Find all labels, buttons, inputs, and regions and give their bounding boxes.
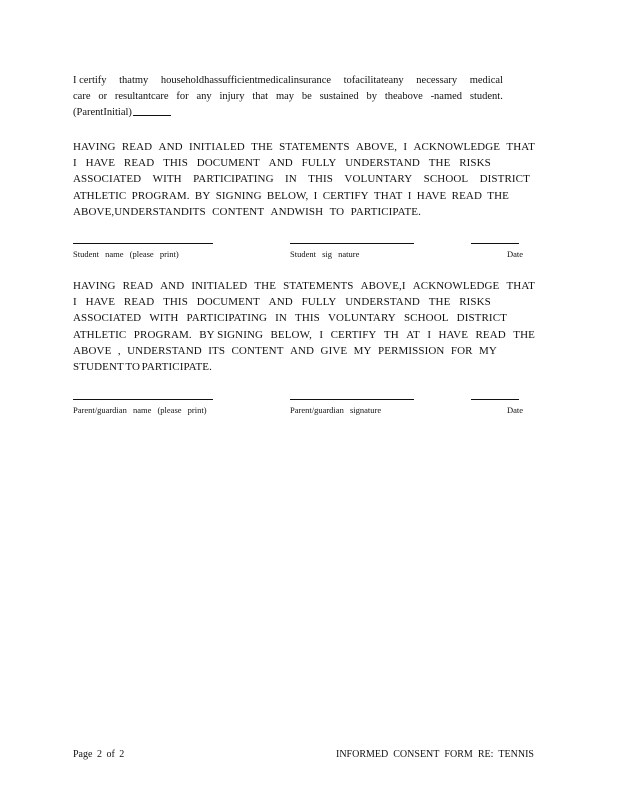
word: AT xyxy=(406,328,420,341)
word: BELOW, xyxy=(266,189,309,202)
word: PARTICIPATE. xyxy=(141,361,212,374)
certification-line-2 xyxy=(73,89,503,105)
word: THIS xyxy=(308,173,334,186)
word: READ xyxy=(123,157,155,170)
word: WITH xyxy=(152,173,182,186)
word: AND xyxy=(268,157,293,170)
word: STATEMENTS xyxy=(283,280,354,292)
word: I xyxy=(73,296,77,309)
word: VOLUNTARY xyxy=(328,312,396,325)
word: MY xyxy=(353,344,372,357)
word: CONTENT xyxy=(212,205,265,218)
word: THE xyxy=(254,280,277,292)
word: THE xyxy=(513,328,535,341)
word: PARTICIPATING xyxy=(186,312,268,325)
word: ANDWISH xyxy=(270,205,324,218)
word: FOR xyxy=(450,344,473,357)
word: AND xyxy=(268,296,293,309)
word: necessary xyxy=(416,75,458,86)
word: resultantcare xyxy=(114,91,169,102)
student-ack-line-4 xyxy=(73,188,509,204)
word: THAT xyxy=(506,280,535,292)
word: GIVE xyxy=(320,344,348,357)
footer-word: RE: xyxy=(477,749,494,760)
word: SCHOOL xyxy=(403,312,449,325)
word: injury xyxy=(219,91,245,102)
word: AND xyxy=(289,344,315,357)
word: THE xyxy=(487,189,509,202)
insurance-certification xyxy=(73,73,535,121)
word: or xyxy=(98,91,108,102)
word: PERMISSION xyxy=(378,344,445,357)
word: THE xyxy=(428,157,451,170)
student-ack-line-5 xyxy=(73,204,421,220)
word: RISKS xyxy=(459,296,491,309)
word: CERTIFY xyxy=(330,328,377,341)
word: ASSOCIATED xyxy=(73,173,142,186)
word: HAVE xyxy=(416,189,447,202)
word: ABOVE, xyxy=(355,141,398,153)
word: PROGRAM. xyxy=(133,328,192,341)
word: THAT xyxy=(506,141,535,153)
footer-word: TENNIS xyxy=(498,749,534,760)
certification-line-3 xyxy=(73,105,503,121)
word: I xyxy=(313,189,318,202)
word: HAVE xyxy=(438,328,469,341)
student-signature-label: Student sig nature xyxy=(290,249,360,259)
student-ack-line-1 xyxy=(73,139,535,155)
word: THIS xyxy=(295,312,320,325)
word: DISTRICT xyxy=(456,312,507,325)
word: BY xyxy=(194,189,211,202)
parent-initial-label: (ParentInitial) xyxy=(73,107,132,118)
word: ASSOCIATED xyxy=(73,312,142,325)
word: care xyxy=(73,91,91,102)
word: tofacilitateany xyxy=(343,75,404,86)
student-date-line[interactable] xyxy=(471,243,519,244)
word: CERTIFY xyxy=(322,189,369,202)
word: DOCUMENT xyxy=(196,157,260,170)
word: I xyxy=(73,157,77,170)
word: any xyxy=(196,91,212,102)
parent-ack-line-1 xyxy=(73,278,535,294)
parent-date-label: Date xyxy=(507,405,524,415)
word: THE xyxy=(251,141,273,153)
parent-ack-line-2 xyxy=(73,294,491,310)
word: I xyxy=(319,328,324,341)
student-acknowledgement xyxy=(73,139,535,220)
parent-ack-line-5 xyxy=(73,343,497,359)
parent-signature-label: Parent/guardian signature xyxy=(290,405,382,415)
word: ABOVE xyxy=(73,344,112,357)
word: , xyxy=(117,344,121,357)
footer-word: CONSENT xyxy=(393,749,440,760)
word: PARTICIPATING xyxy=(193,173,274,186)
word: ATHLETIC xyxy=(73,328,127,341)
word: BELOW, xyxy=(270,328,312,341)
parent-signature-row xyxy=(0,396,618,426)
student-signature-line[interactable] xyxy=(290,243,414,244)
student-name-label: Student name (please print) xyxy=(73,249,179,259)
word: I certify xyxy=(73,75,107,86)
word: may xyxy=(275,91,295,102)
word: READ xyxy=(122,280,154,292)
word: THAT xyxy=(373,189,403,202)
word: FULLY xyxy=(301,296,337,309)
word: CONTENT xyxy=(231,344,284,357)
word: IN xyxy=(275,312,287,325)
parent-name-label: Parent/guardian name (please print) xyxy=(73,405,207,415)
word: READ xyxy=(475,328,506,341)
word: ITS xyxy=(208,344,226,357)
word: MY xyxy=(479,344,497,357)
parent-signature-line[interactable] xyxy=(290,399,414,400)
word: FULLY xyxy=(301,157,337,170)
word: PARTICIPATE. xyxy=(350,205,421,218)
word: BY SIGNING xyxy=(199,328,264,341)
parent-ack-line-6 xyxy=(73,359,212,375)
word: ABOVE,UNDERSTANDITS xyxy=(73,205,206,218)
word: READ xyxy=(123,296,155,309)
footer-word: INFORMED xyxy=(336,749,389,760)
word: I xyxy=(403,141,408,153)
student-date-label: Date xyxy=(507,249,524,259)
word: theabove xyxy=(384,91,423,102)
parent-initial-field[interactable] xyxy=(133,105,171,116)
word: THE xyxy=(428,296,451,309)
student-signature-row xyxy=(0,240,618,270)
word: TO xyxy=(125,361,141,374)
word: HAVING xyxy=(73,280,116,292)
certification-line-1 xyxy=(73,73,503,89)
word: by xyxy=(366,91,377,102)
word: RISKS xyxy=(459,157,491,170)
word: DOCUMENT xyxy=(196,296,260,309)
word: ACKNOWLEDGE xyxy=(413,141,501,153)
footer-title xyxy=(336,749,534,760)
word: UNDERSTAND xyxy=(345,157,420,170)
word: -named xyxy=(430,91,463,102)
word: INITIALED xyxy=(188,141,245,153)
word: STUDENT xyxy=(73,361,124,374)
word: HAVING xyxy=(73,141,116,153)
word: STATEMENTS xyxy=(279,141,350,153)
word: TO xyxy=(329,205,345,218)
word: thatmy xyxy=(119,75,149,86)
parent-ack-line-3 xyxy=(73,310,507,326)
footer-word: FORM xyxy=(444,749,473,760)
word: sustained xyxy=(319,91,359,102)
word: HAVE xyxy=(85,296,116,309)
word: ABOVE,I xyxy=(360,280,406,292)
word: ATHLETIC xyxy=(73,189,127,202)
word: be xyxy=(301,91,312,102)
word: PROGRAM. xyxy=(131,189,190,202)
word: THIS xyxy=(163,296,188,309)
word: IN xyxy=(284,173,297,186)
word: SIGNING xyxy=(215,189,262,202)
word: I xyxy=(427,328,432,341)
word: householdhassufficientmedicalinsurance xyxy=(160,75,332,86)
word: TH xyxy=(383,328,399,341)
parent-name-line[interactable] xyxy=(73,399,213,400)
word: ACKNOWLEDGE xyxy=(412,280,500,292)
word: VOLUNTARY xyxy=(344,173,413,186)
student-ack-line-2 xyxy=(73,155,491,171)
word: HAVE xyxy=(85,157,116,170)
parent-date-line[interactable] xyxy=(471,399,519,400)
student-name-line[interactable] xyxy=(73,243,213,244)
parent-acknowledgement xyxy=(73,278,535,375)
page-number: Page 2 of 2 xyxy=(73,749,125,760)
word: AND xyxy=(158,141,183,153)
word: for xyxy=(176,91,189,102)
word: I xyxy=(407,189,412,202)
word: INITIALED xyxy=(191,280,248,292)
word: DISTRICT xyxy=(479,173,530,186)
word: READ xyxy=(121,141,153,153)
word: THIS xyxy=(163,157,188,170)
word: READ xyxy=(451,189,482,202)
parent-ack-line-4 xyxy=(73,327,535,343)
student-ack-line-3 xyxy=(73,171,530,187)
word: medical xyxy=(469,75,503,86)
word: WITH xyxy=(149,312,179,325)
word: that xyxy=(252,91,269,102)
word: UNDERSTAND xyxy=(127,344,202,357)
word: UNDERSTAND xyxy=(345,296,420,309)
word: student. xyxy=(469,91,503,102)
word: AND xyxy=(160,280,185,292)
word: SCHOOL xyxy=(423,173,469,186)
